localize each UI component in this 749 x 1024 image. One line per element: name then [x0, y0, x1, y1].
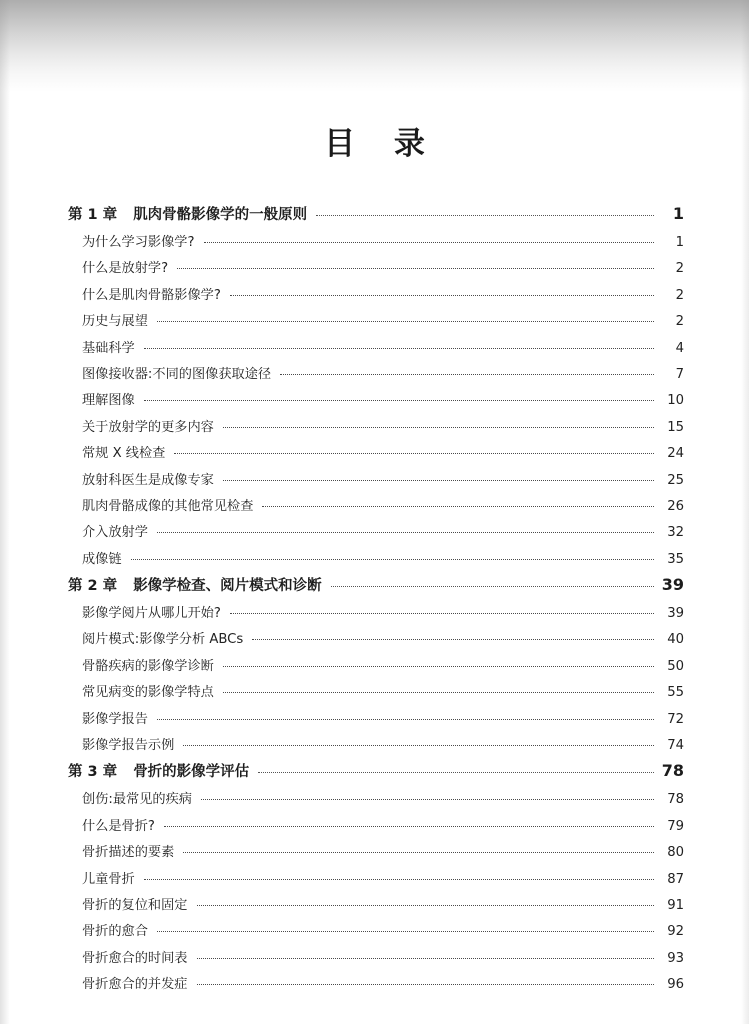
- dot-leader: [157, 532, 654, 533]
- toc-section-title: 放射科医生是成像专家: [82, 472, 214, 488]
- dot-leader: [223, 666, 654, 667]
- dot-leader: [201, 799, 654, 800]
- toc-page-number: 50: [667, 658, 684, 674]
- dot-leader: [157, 719, 654, 720]
- toc-section-entry[interactable]: [0, 655, 749, 681]
- toc-section-entry[interactable]: [0, 231, 749, 257]
- toc-page-number: 78: [661, 761, 684, 781]
- toc-section-entry[interactable]: [0, 257, 749, 283]
- toc-section-title: 基础科学: [82, 340, 135, 356]
- toc-section-title: 历史与展望: [82, 314, 148, 330]
- toc-page-number: 96: [667, 977, 684, 993]
- dot-leader: [252, 639, 654, 640]
- dot-leader: [157, 321, 654, 322]
- dot-leader: [183, 745, 654, 746]
- toc-page-number: 1: [672, 204, 684, 223]
- dot-leader: [280, 374, 654, 375]
- toc-section-title: 为什么学习影像学?: [82, 235, 195, 250]
- toc-section-entry[interactable]: [0, 628, 749, 654]
- toc-page-number: 72: [667, 711, 684, 727]
- toc-page-number: 32: [667, 525, 684, 541]
- toc-page-number: 93: [667, 950, 684, 966]
- toc-chapter-number: 第 1 章: [68, 207, 118, 223]
- toc-page-number: 40: [667, 632, 684, 648]
- dot-leader: [197, 958, 655, 959]
- toc-section-entry[interactable]: [0, 469, 749, 495]
- toc-section-entry[interactable]: [0, 973, 749, 999]
- toc-page-number: 79: [667, 818, 684, 834]
- toc-section-title: 成像链: [82, 551, 122, 567]
- dot-leader: [230, 613, 654, 614]
- dot-leader: [316, 215, 654, 216]
- toc-section-title: 阅片模式:影像学分析 ABCs: [82, 632, 244, 648]
- toc-section-title: 什么是放射学?: [82, 261, 169, 277]
- toc-section-title: 图像接收器:不同的图像获取途径: [82, 366, 272, 382]
- page-top-shadow: [0, 0, 749, 92]
- toc-section-title: 常见病变的影像学特点: [82, 685, 214, 701]
- dot-leader: [331, 586, 654, 587]
- dot-leader: [164, 826, 654, 827]
- toc-section-entry[interactable]: [0, 337, 749, 363]
- toc-section-entry[interactable]: [0, 734, 749, 760]
- toc-section-entry[interactable]: [0, 416, 749, 442]
- dot-leader: [223, 480, 654, 481]
- toc-page-number: 78: [667, 792, 684, 808]
- toc-page-number: 15: [667, 419, 684, 435]
- toc-section-title: 骨骼疾病的影像学诊断: [82, 658, 214, 674]
- toc-section-title: 介入放射学: [82, 525, 148, 541]
- toc-section-title: 什么是骨折?: [82, 818, 155, 834]
- toc-page-number: 7: [675, 366, 684, 382]
- dot-leader: [230, 295, 654, 296]
- toc-page-number: 74: [667, 738, 684, 754]
- toc-section-title: 什么是肌肉骨骼影像学?: [82, 287, 221, 303]
- toc-section-entry[interactable]: [0, 442, 749, 468]
- toc-chapter-title: 肌肉骨骼影像学的一般原则: [133, 207, 308, 223]
- toc-section-entry[interactable]: [0, 495, 749, 521]
- toc-page-number: 2: [675, 287, 684, 303]
- toc-page-number: 1: [675, 235, 684, 250]
- toc-chapter-title: 骨折的影像学评估: [133, 764, 250, 781]
- toc-section-entry[interactable]: [0, 708, 749, 734]
- toc-page-number: 2: [675, 261, 684, 277]
- toc-section-title: 关于放射学的更多内容: [82, 419, 214, 435]
- toc-page-number: 87: [667, 871, 684, 887]
- toc-section-title: 影像学阅片从哪儿开始?: [82, 606, 221, 622]
- toc-page-number: 2: [675, 314, 684, 330]
- toc-section-entry[interactable]: [0, 310, 749, 336]
- toc-section-title: 骨折描述的要素: [82, 845, 175, 861]
- toc-section-title: 骨折愈合的并发症: [82, 977, 188, 993]
- toc-page-number: 35: [667, 551, 684, 567]
- toc-page-number: 4: [675, 340, 684, 356]
- dot-leader: [177, 268, 654, 269]
- toc-page-number: 39: [667, 606, 684, 622]
- dot-leader: [144, 400, 654, 401]
- dot-leader: [174, 453, 654, 454]
- toc-section-title: 儿童骨折: [82, 871, 135, 887]
- toc-section-entry[interactable]: [0, 389, 749, 415]
- toc-chapter-title: 影像学检查、阅片模式和诊断: [133, 578, 322, 595]
- toc-section-entry[interactable]: [0, 363, 749, 389]
- toc-chapter-entry[interactable]: [0, 203, 749, 231]
- dot-leader: [197, 905, 655, 906]
- dot-leader: [157, 931, 654, 932]
- toc-page-number: 55: [667, 685, 684, 701]
- toc-chapter-entry[interactable]: [0, 760, 749, 788]
- toc-section-title: 骨折的愈合: [82, 924, 148, 940]
- toc-section-entry[interactable]: [0, 548, 749, 574]
- toc-chapter-number: 第 2 章: [68, 578, 118, 595]
- toc-page-number: 10: [667, 393, 684, 409]
- dot-leader: [183, 852, 654, 853]
- toc-section-entry[interactable]: [0, 920, 749, 946]
- toc-page-number: 26: [667, 498, 684, 514]
- toc-section-entry[interactable]: [0, 868, 749, 894]
- toc-page-number: 92: [667, 924, 684, 940]
- dot-leader: [197, 984, 655, 985]
- toc-section-entry[interactable]: [0, 681, 749, 707]
- toc-section-title: 常规 X 线检查: [82, 446, 166, 462]
- toc-chapter-entry[interactable]: [0, 574, 749, 602]
- table-of-contents-list: [0, 203, 749, 1000]
- toc-page-number: 39: [661, 575, 684, 595]
- dot-leader: [262, 506, 654, 507]
- toc-page-number: 25: [667, 472, 684, 488]
- dot-leader: [204, 242, 655, 243]
- toc-section-entry[interactable]: [0, 947, 749, 973]
- toc-section-entry[interactable]: [0, 284, 749, 310]
- toc-section-title: 骨折的复位和固定: [82, 897, 188, 913]
- toc-section-entry[interactable]: [0, 602, 749, 628]
- toc-section-entry[interactable]: [0, 815, 749, 841]
- toc-section-title: 创伤:最常见的疾病: [82, 792, 192, 808]
- toc-section-title: 影像学报告示例: [82, 738, 175, 754]
- dot-leader: [131, 559, 654, 560]
- toc-section-entry[interactable]: [0, 788, 749, 814]
- dot-leader: [223, 692, 654, 693]
- toc-page-number: 24: [667, 446, 684, 462]
- toc-section-entry[interactable]: [0, 894, 749, 920]
- dot-leader: [258, 772, 654, 773]
- toc-page-number: 91: [667, 897, 684, 913]
- toc-section-title: 肌肉骨骼成像的其他常见检查: [82, 498, 254, 514]
- dot-leader: [223, 427, 654, 428]
- dot-leader: [144, 879, 654, 880]
- toc-section-title: 理解图像: [82, 393, 135, 409]
- dot-leader: [144, 348, 654, 349]
- toc-chapter-number: 第 3 章: [68, 764, 118, 781]
- toc-section-entry[interactable]: [0, 841, 749, 867]
- page-title: 目 录: [324, 126, 439, 162]
- toc-page-number: 80: [667, 845, 684, 861]
- toc-section-entry[interactable]: [0, 521, 749, 547]
- toc-section-title: 骨折愈合的时间表: [82, 950, 188, 966]
- toc-section-title: 影像学报告: [82, 711, 148, 727]
